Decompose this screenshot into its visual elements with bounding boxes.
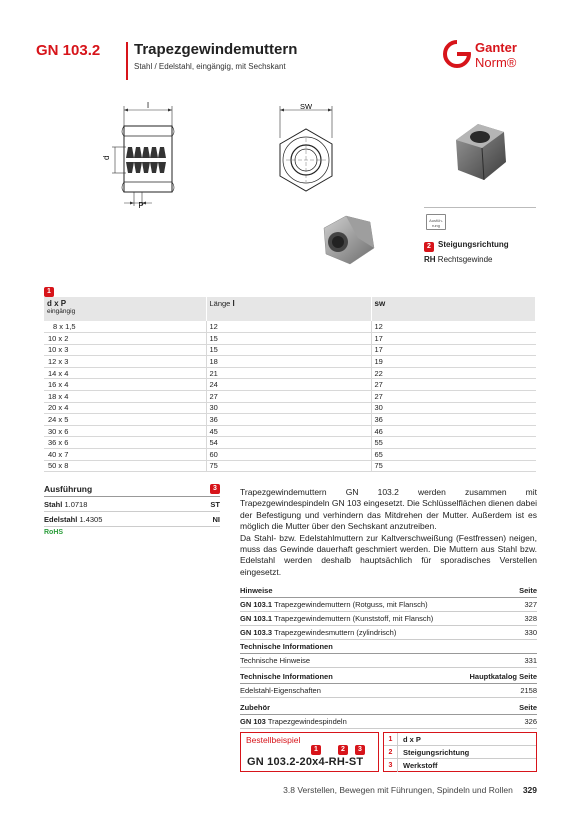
technische-row: Technische Hinweise 331	[240, 654, 537, 668]
table-row	[44, 460, 536, 472]
table-cell: 45	[206, 425, 371, 437]
table-row	[44, 414, 536, 426]
dim-l-label: l	[147, 102, 149, 110]
col-header-sw: sw	[371, 297, 536, 321]
table-cell: 30	[371, 402, 536, 414]
rh-code: RH	[424, 255, 436, 264]
table-cell: 30	[206, 402, 371, 414]
dim-sw-label: SW	[299, 102, 313, 111]
order-badge-2: 2	[338, 745, 348, 755]
hinweise-row: GN 103.1 Trapezgewindemuttern (Rotguss, mit Flansch) 327	[240, 598, 537, 612]
description	[240, 487, 537, 578]
order-legend	[383, 732, 537, 772]
logo-text-ganter: Ganter	[475, 40, 517, 55]
order-legend-row: 1 d x P	[384, 733, 536, 746]
technische-haupt-section: Technische Informationen Hauptkatalog Seite Edelstahl-Eigenschaften 2158	[240, 672, 537, 698]
description-p2: Da Stahl- bzw. Edelstahlmuttern zur Kaltverschweißung (Festfressen) neigen, muss das Gewinde dauerhaft geschmiert werden. Die Muttern aus Stahl bzw. Edelstahl werden deshalb hauptsächlich für sporadisches Verstellen eingesetzt.	[240, 532, 537, 577]
table-cell: 20 x 4	[44, 402, 206, 414]
side-divider	[424, 207, 536, 208]
dim-p-label: P	[138, 201, 144, 210]
zubehoer-row: GN 103 Trapezgewindespindeln 326	[240, 715, 537, 729]
table-cell: 8 x 1,5	[44, 321, 206, 333]
rh-info	[424, 255, 493, 264]
order-label: Bestellbeispiel	[246, 735, 301, 745]
table-cell: 18 x 4	[44, 391, 206, 403]
page-title: Trapezgewindemuttern	[134, 41, 298, 58]
table-cell: 30 x 6	[44, 425, 206, 437]
table-cell: 10 x 2	[44, 333, 206, 345]
badge-3: 3	[210, 484, 220, 494]
table-cell: 24 x 5	[44, 414, 206, 426]
ausfuehrung-row: Stahl 1.0718 ST	[44, 497, 220, 512]
table-cell: 18	[206, 356, 371, 368]
col-header-dxp: d x P eingängig	[44, 297, 206, 321]
technische-haupt-row: Edelstahl-Eigenschaften 2158	[240, 684, 537, 698]
table-cell: 17	[371, 333, 536, 345]
table-cell: 12 x 3	[44, 356, 206, 368]
table-row	[44, 321, 536, 333]
page-subtitle: Stahl / Edelstahl, eingängig, mit Sechskant	[134, 62, 286, 71]
table-row	[44, 367, 536, 379]
rohs-badge: RoHS	[44, 529, 64, 536]
table-row	[44, 437, 536, 449]
ausfuehrung-header	[44, 484, 220, 497]
hex-top-view-drawing	[268, 102, 344, 202]
technische-section: Technische Informationen Technische Hinweise 331	[240, 642, 537, 668]
table-cell: 12	[206, 321, 371, 333]
table-cell: 60	[206, 449, 371, 461]
table-cell: 75	[371, 460, 536, 472]
table-row	[44, 356, 536, 368]
table-cell: 12	[371, 321, 536, 333]
table-cell: 21	[206, 367, 371, 379]
logo-text-norm: Norm®	[475, 55, 517, 70]
table-row	[44, 379, 536, 391]
nut-photo-bottom	[318, 208, 378, 268]
table-cell: 54	[206, 437, 371, 449]
table-cell: 46	[371, 425, 536, 437]
dimension-table	[44, 297, 536, 472]
steigung-label: Steigungsrichtung	[438, 240, 509, 249]
dim-d-label: d	[102, 155, 111, 160]
hinweise-row: GN 103.3 Trapezgewindesmuttern (zylindrisch) 330	[240, 626, 537, 640]
table-row	[44, 391, 536, 403]
steigung-heading	[424, 240, 509, 252]
table-cell: 24	[206, 379, 371, 391]
table-cell: 16 x 4	[44, 379, 206, 391]
table-cell: 75	[206, 460, 371, 472]
table-cell: 36	[206, 414, 371, 426]
table-row	[44, 402, 536, 414]
nut-photo-top	[448, 118, 512, 184]
order-badge-3: 3	[355, 745, 365, 755]
col-header-length: Länge l	[206, 297, 371, 321]
ausfuehrung-row: Edelstahl 1.4305 NI	[44, 512, 220, 527]
table-row	[44, 333, 536, 345]
page-footer	[240, 785, 537, 795]
ausfuehrung-section	[44, 484, 220, 536]
order-example	[240, 732, 537, 772]
footer-section: 3.8 Verstellen, Bewegen mit Führungen, Spindeln und Rollen	[283, 785, 513, 795]
side-view-drawing	[96, 102, 190, 212]
page-number: 329	[522, 785, 537, 795]
table-cell: 55	[371, 437, 536, 449]
badge-1: 1	[44, 287, 54, 297]
table-cell: 27	[206, 391, 371, 403]
table-cell: 36 x 6	[44, 437, 206, 449]
table-cell: 27	[371, 379, 536, 391]
table-cell: 36	[371, 414, 536, 426]
table-cell: 15	[206, 333, 371, 345]
table-cell: 17	[371, 344, 536, 356]
order-badge-1: 1	[311, 745, 321, 755]
table-cell: 65	[371, 449, 536, 461]
description-p1: Trapezgewindemuttern GN 103.2 werden zusammen mit Trapezgewindespindeln GN 103 eingesetzt. Die Schlüsselflächen dienen dabei der Befestigung und verhindern das Mitdrehen der Mutter. Außerdem ist es möglich die Mutter über den Sechskant anzutreiben.	[240, 487, 537, 532]
hinweise-row: GN 103.1 Trapezgewindemuttern (Kunststoff, mit Flansch) 328	[240, 612, 537, 626]
table-row	[44, 344, 536, 356]
table-cell: 40 x 7	[44, 449, 206, 461]
order-example-box	[240, 732, 379, 772]
order-code: GN 103.2-20x4-RH-ST	[247, 756, 364, 768]
zubehoer-section: Zubehör Seite GN 103 Trapezgewindespindeln 326	[240, 703, 537, 729]
ausfuehrung-title: Ausführung	[44, 484, 93, 494]
table-cell: 14 x 4	[44, 367, 206, 379]
order-legend-row: 2 Steigungsrichtung	[384, 746, 536, 759]
rh-label: Rechtsgewinde	[437, 255, 493, 264]
order-legend-row: 3 Werkstoff	[384, 759, 536, 772]
ganter-logo	[443, 40, 543, 74]
execution-icon: Ausfüh- rung	[426, 214, 446, 230]
table-row	[44, 449, 536, 461]
ganter-logo-icon	[443, 40, 471, 68]
table-row	[44, 425, 536, 437]
badge-2: 2	[424, 242, 434, 252]
table-cell: 19	[371, 356, 536, 368]
table-cell: 27	[371, 391, 536, 403]
product-code: GN 103.2	[36, 42, 101, 59]
hinweise-section: Hinweise Seite GN 103.1 Trapezgewindemuttern (Rotguss, mit Flansch) 327 GN 103.1 Trapezgewindemuttern (Kunststoff, mit Flansch) 328 GN 103.3 Trapezgewindesmuttern (zylindrisch) 330	[240, 586, 537, 640]
header-separator	[126, 42, 128, 80]
table-cell: 10 x 3	[44, 344, 206, 356]
table-cell: 50 x 8	[44, 460, 206, 472]
table-cell: 22	[371, 367, 536, 379]
table-cell: 15	[206, 344, 371, 356]
